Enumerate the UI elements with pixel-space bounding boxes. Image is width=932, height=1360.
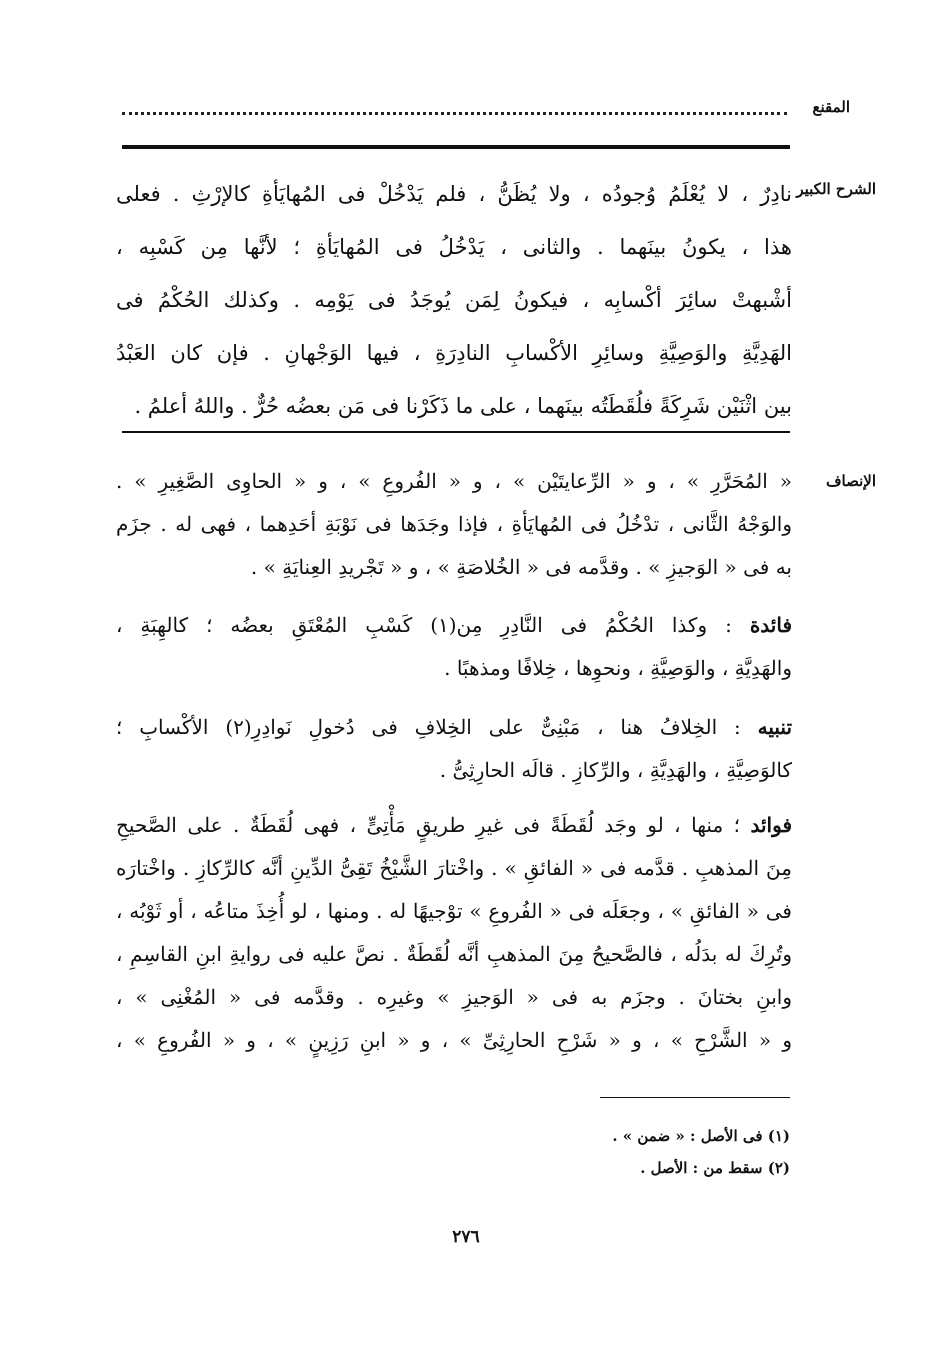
footnote-2: (٢) سقط من : الأصل . [640,1159,790,1177]
running-header-title: المقنع [812,98,850,116]
text-line: و « الشَّرْحِ » ، و « شَرْحِ الحارِثِىِّ » ، و « ابنِ رَزِينٍ » ، و « الفُروعِ » ، [116,1028,792,1052]
text-line: وابنِ بختانَ . وجزَم به فى « الوَجيزِ » وغيرِه . وقدَّمه فى « المُغْنِى » ، [116,985,792,1009]
text-line [116,604,792,647]
text-line: به فى « الوَجيزِ » . وقدَّمه فى « الخُلاصَةِ » ، و « تَجْريدِ العِنايَةِ » . [250,555,792,579]
sharh-kabir-text [116,168,792,433]
insaf-paragraph-faida [116,604,792,690]
faida-text: : وكذا الحُكْمُ فى النَّادِرِ مِن(١) كَسْبِ المُعْتَقِ بعضُه ؛ كالهِبَةِ ، [116,613,732,637]
header-rule [122,145,790,149]
text-line: والهَدِيَّةِ ، والوَصِيَّةِ ، ونحوِها ، خِلافًا ومذهبًا . [444,656,792,680]
text-line: الهَدِيَّةِ والوَصِيَّةِ وسائِرِ الأكْسابِ النادِرَةِ ، فيها الوَجْهانِ . فإن كان العَبْدُ [116,341,792,365]
section-label-insaf: الإنصاف [825,472,876,490]
text-line: مِنَ المذهبِ . قدَّمه فى « الفائقِ » . واخْتارَ الشَّيْخُ تَقِىُّ الدِّينِ أنَّه كالرِّكازِ . واخْتارَه [116,856,792,880]
insaf-paragraph-fawaid [116,804,792,1062]
text-line: « المُحَرَّرِ » ، و « الرِّعايتَيْن » ، و « الفُروعِ » ، و « الحاوِى الصَّغِيرِ » . [116,469,792,493]
footnote-1: (١) فى الأصل : « ضمن » . [612,1127,790,1145]
text-line: نادِرٌ ، لا يُعْلَمُ وُجودُه ، ولا يُظَنُّ ، فلم يَدْخُلْ فى المُهايَأةِ كالإرْثِ . فعلى [116,182,792,206]
fawaid-text: ؛ منها ، لو وجَد لُقَطَةً فى غيرِ طريقٍ مَأْتِىٍّ ، فهى لُقَطَةٌ . على الصَّحيحِ [116,813,740,837]
text-line: أشْبهتْ سائِرَ أكْسابِه ، فيكونُ لِمَن يُوجَدُ فى يَوْمِه . وكذلك الحُكْمُ فى [116,288,792,312]
text-line: هذا ، يكونُ بينَهما . والثانى ، يَدْخُلُ فى المُهايَأةِ ؛ لأنَّها مِن كَسْبِه ، [116,235,792,259]
page-number: ٢٧٦ [452,1227,480,1247]
text-line [116,706,792,749]
section-divider [122,431,790,433]
faida-keyword: فائدة [749,613,792,637]
text-line [116,804,792,847]
insaf-paragraph-1 [116,460,792,589]
tanbih-text: : الخِلافُ هنا ، مَبْنِىٌّ على الخِلافِ فى دُخولِ نَوادِرِ(٢) الأكْسابِ ؛ [116,715,741,739]
text-line: كالوَصِيَّةِ ، والهَدِيَّةِ ، والرِّكازِ . قالَه الحارِثِىُّ . [439,758,792,782]
text-line: بين اثْنَيْن شَرِكَةً فلُقَطَتُه بينَهما ، على ما ذَكَرْنا فى مَن بعضُه حُرٌّ . واللهُ أعلمُ . [134,394,792,418]
insaf-paragraph-tanbih [116,706,792,792]
tanbih-keyword: تنبيه [757,715,792,739]
section-label-sharh-kabir: الشرح الكبير [796,180,876,198]
header-dotted-rule [122,112,787,115]
footnote-rule [600,1097,790,1098]
text-line: فى « الفائقِ » ، وجعَلَه فى « الفُروعِ » توْجيهًا له . ومنها ، لو أُخِذَ متاعُه ، أو ثَوْبُه ، [116,899,792,923]
text-line: والوَجْهُ الثَّانى ، تدْخُلُ فى المُهايَأةِ ، فإذا وجَدَها فى نَوْبَةِ أحَدِهما ، فهى له . جزَم [116,512,792,536]
footnotes [612,1120,790,1184]
fawaid-keyword: فوائد [750,813,792,837]
text-line: وتُرِكَ له بدَلُه ، فالصَّحيحُ مِنَ المذهبِ أنَّه لُقَطَةٌ . نصَّ عليه فى روايةِ ابنِ القاسِمِ ، [116,942,792,966]
